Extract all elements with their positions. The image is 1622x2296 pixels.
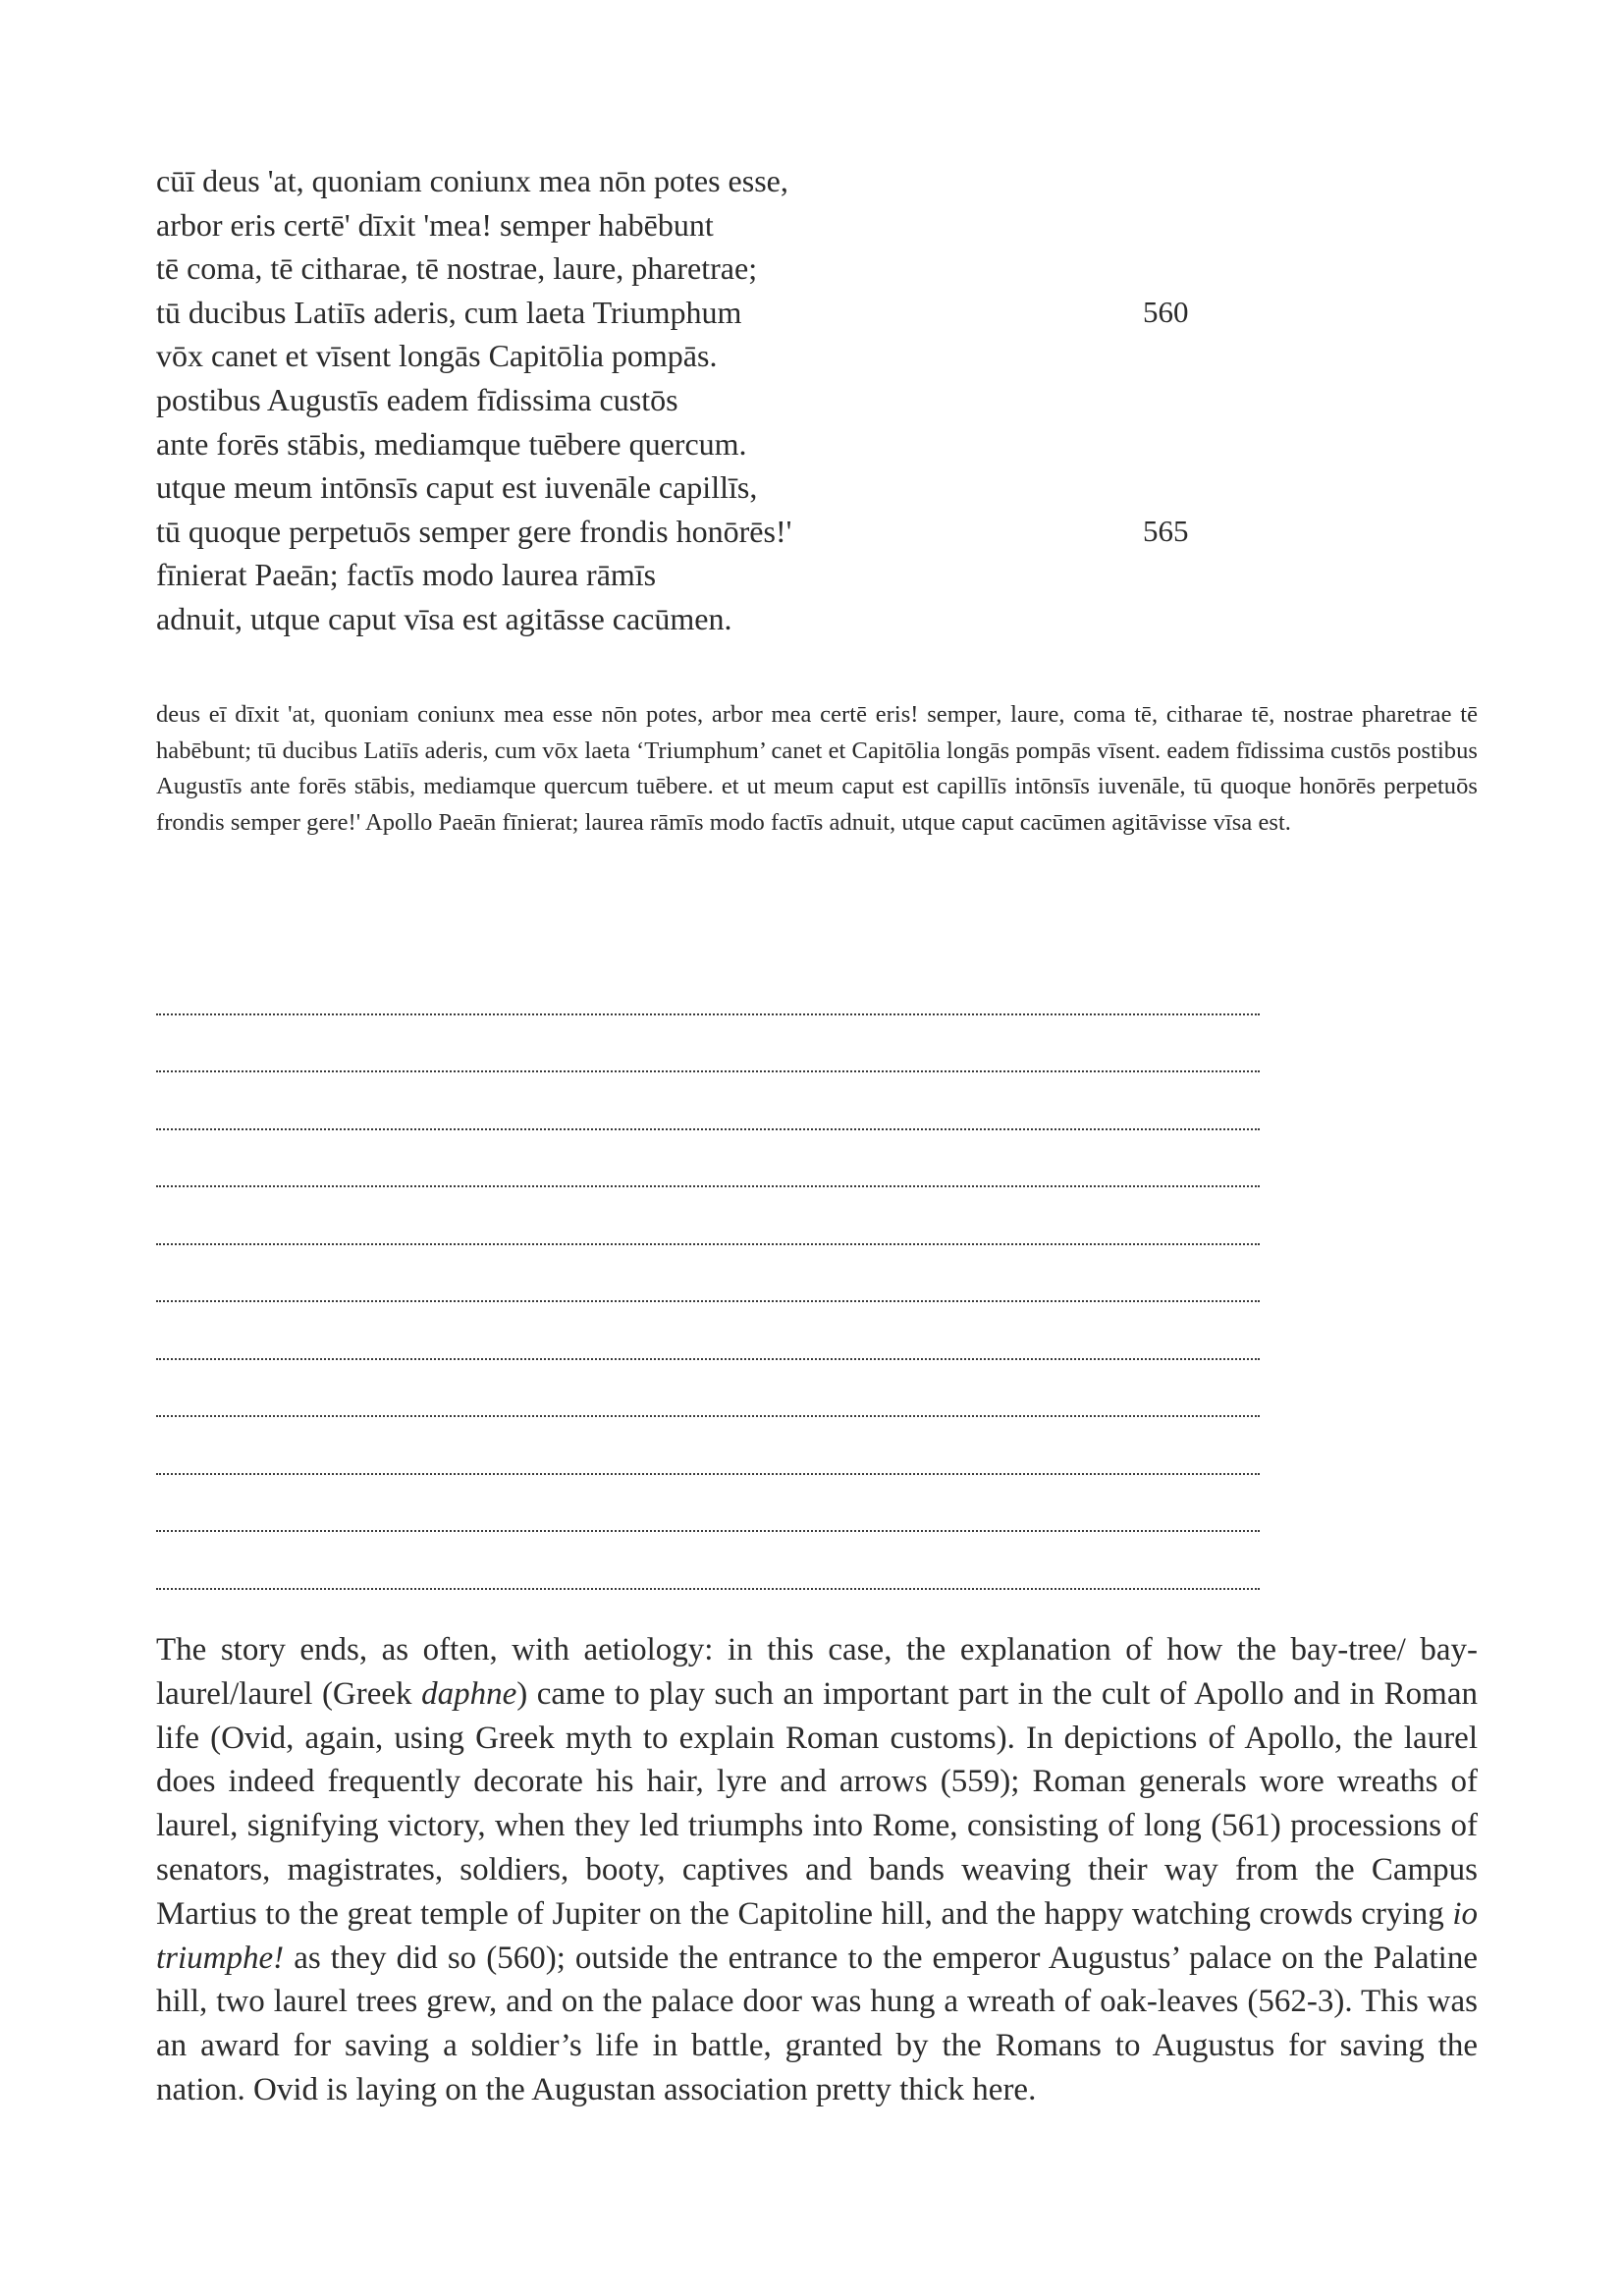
verse-line [156,597,1236,641]
verse-line-text: utque meum intōnsīs caput est iuvenāle capillīs, [156,469,758,506]
verse-line [156,159,1236,203]
verse-line-text: tū ducibus Latiīs aderis, cum laeta Triumphum [156,294,742,330]
verse-line [156,510,1236,554]
verse-line-text: tū quoque perpetuōs semper gere frondis honōrēs!' [156,513,792,549]
commentary-italic-term: daphne [421,1675,517,1712]
commentary-paragraph [156,1628,1478,2112]
commentary-text: as they did so (560); outside the entrance to the emperor Augustus’ palace on the Palatine hill, two laurel trees grew, and on the palace door was hung a wreath of oak-leaves (562-3). This was an award for saving a soldier’s life in battle, granted by the Romans to Augustus for saving the nation. Ovid is laying on the Augustan association pretty thick here. [156,1940,1478,2107]
verse-line-text: fīnierat Paeān; factīs modo laurea rāmīs [156,557,657,593]
dotted-answer-line[interactable] [156,1417,1260,1475]
verse-line-text: postibus Augustīs eadem fīdissima custōs [156,381,678,417]
dotted-answer-line[interactable] [156,1532,1260,1590]
dotted-answer-line[interactable] [156,1187,1260,1245]
verse-line-text: tē coma, tē citharae, tē nostrae, laure, pharetrae; [156,250,758,287]
dotted-answer-line[interactable] [156,1475,1260,1533]
dotted-answer-line[interactable] [156,1130,1260,1188]
verse-line [156,553,1236,597]
commentary-text: The story ends, as often, with aetiology: in this case, the explanation of how the bay-tree/ bay-laurel/laurel (Greek [156,1632,1478,1712]
verse-line [156,334,1236,378]
line-number: 565 [1143,513,1189,548]
commentary-text: ) came to play such an important part in the cult of Apollo and in Roman life (Ovid, again, using Greek myth to explain Roman customs). In depictions of Apollo, the laurel does indeed frequently decorate his hair, lyre and arrows (559); Roman generals wore wreaths of laurel, signifying victory, when they led triumphs into Rome, consisting of long (561) processions of senators, magistrates, soldiers, booty, captives and bands weaving their way from the Campus Martius to the great temple of Jupiter on the Capitoline hill, and the happy watching crowds crying [156,1675,1478,1932]
dotted-answer-line[interactable] [156,1015,1260,1073]
dotted-answer-line[interactable] [156,1072,1260,1130]
dotted-answer-line[interactable] [156,957,1260,1015]
prose-translation-aid: deus eī dīxit 'at, quoniam coniunx mea esse nōn potes, arbor mea certē eris! semper, laure, coma tē, citharae tē, nostrae pharetrae tē habēbunt; tū ducibus Latiīs aderis, cum vōx laeta ‘Triumphum’ canet et Capitōlia longās pompās vīsent. eadem fīdissima custōs postibus Augustīs ante forēs stābis, mediamque quercum tuēbere. et ut meum caput est capillīs intōnsīs iuvenāle, tū quoque honōrēs perpetuōs frondis semper gere!' Apollo Paeān fīnierat; laurea rāmīs modo factīs adnuit, utque caput cacūmen agitāvisse vīsa est. [156,701,1478,836]
dotted-answer-line[interactable] [156,1302,1260,1360]
verse-line-text: ante forēs stābis, mediamque tuēbere quercum. [156,425,747,462]
verse-line-text: arbor eris certē' dīxit 'mea! semper habēbunt [156,206,714,243]
verse-line-text: adnuit, utque caput vīsa est agitāsse cacūmen. [156,600,732,636]
verse-line [156,465,1236,510]
verse-line [156,246,1236,291]
verse-line [156,378,1236,422]
dotted-answer-line[interactable] [156,1245,1260,1303]
commentary-italic-term: io triumphe! [156,1895,1478,1976]
verse-line [156,291,1236,335]
verse-line-text: vōx canet et vīsent longās Capitōlia pompās. [156,338,718,374]
dotted-answer-line[interactable] [156,1360,1260,1418]
latin-verse [156,159,1236,641]
answer-lines [156,957,1260,1590]
verse-line-text: cūī deus 'at, quoniam coniunx mea nōn potes esse, [156,163,788,198]
verse-line [156,422,1236,466]
line-number: 560 [1143,294,1189,329]
verse-line [156,203,1236,247]
